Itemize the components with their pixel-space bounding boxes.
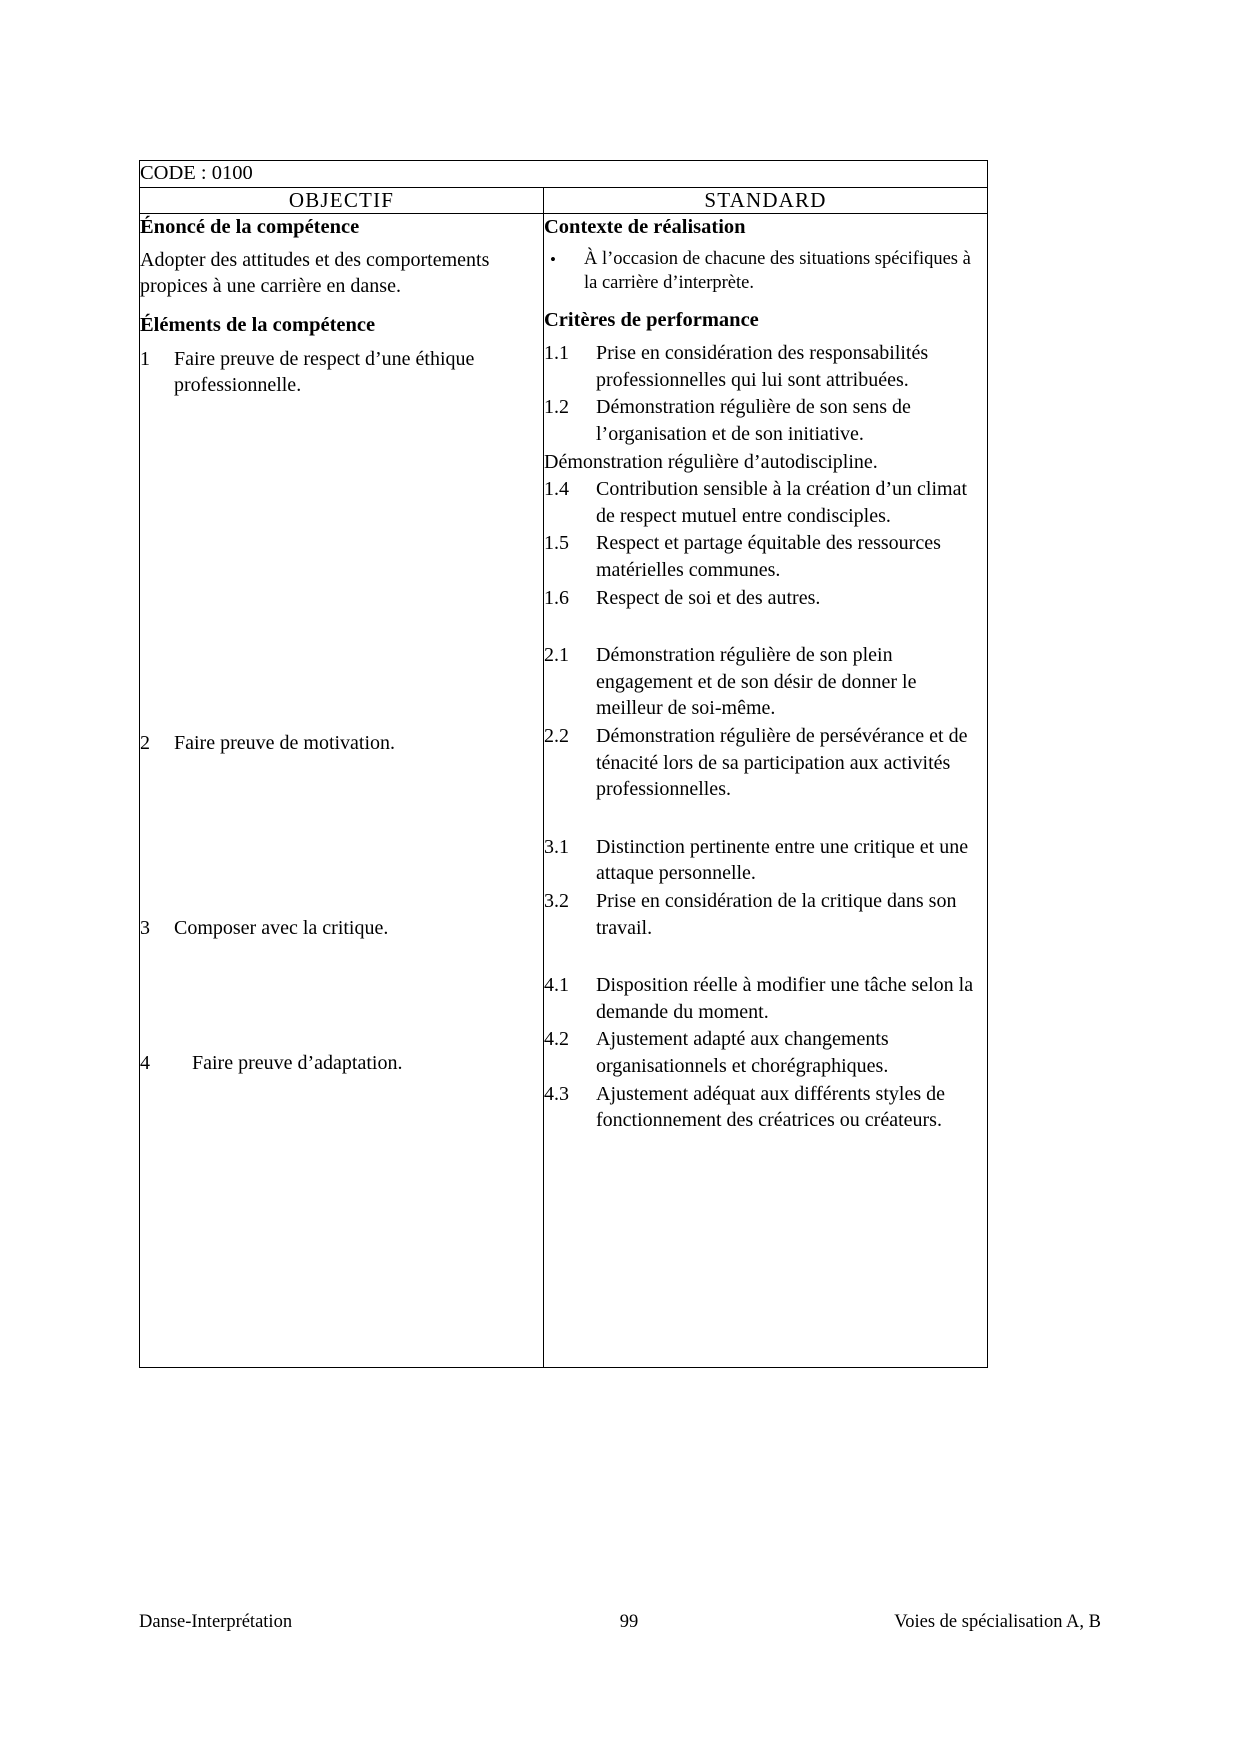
critere-number: 2.2	[544, 725, 569, 747]
element-text: Faire preuve de respect d’une éthique professionnelle.	[174, 347, 475, 397]
critere-number: 3.1	[544, 835, 569, 858]
list-item	[140, 346, 543, 399]
element-number: 2	[140, 731, 150, 754]
critere-number: 4.2	[544, 1028, 569, 1051]
column-header-standard: STANDARD	[544, 187, 988, 213]
table-row-content	[140, 213, 988, 1368]
critere-number: 3.2	[544, 889, 569, 912]
code-cell: CODE : 0100	[140, 161, 988, 188]
critere-number: 4.3	[544, 1082, 569, 1105]
element-text: Faire preuve d’adaptation.	[192, 1051, 403, 1074]
standard-cell	[544, 213, 988, 1368]
table-row-headers	[140, 187, 988, 213]
list-item	[544, 1026, 987, 1079]
element-number: 1	[140, 347, 150, 370]
element-number: 3	[140, 917, 150, 940]
list-item	[140, 730, 543, 757]
critere-text: Démonstration régulière de son sens de l’organisation et de son initiative.	[596, 396, 911, 446]
element-number: 4	[140, 1051, 150, 1074]
list-item	[544, 1081, 987, 1134]
list-item	[544, 972, 987, 1025]
critere-plain-line: Démonstration régulière d’autodiscipline.	[544, 450, 878, 473]
critere-text: Démonstration régulière de persévérance et de ténacité lors de sa participation aux activités professionnelles.	[596, 725, 968, 801]
critere-number: 1.4	[544, 478, 569, 501]
objectif-cell	[140, 213, 544, 1368]
list-item	[544, 247, 987, 297]
critere-number: 1.5	[544, 532, 569, 555]
competency-table	[139, 160, 988, 1368]
column-header-objectif: OBJECTIF	[140, 187, 544, 213]
critere-text: Respect de soi et des autres.	[596, 586, 821, 609]
critere-number: 1.2	[544, 396, 569, 419]
list-item	[544, 340, 987, 393]
list-item	[544, 834, 987, 887]
list-item	[544, 394, 987, 447]
page-footer	[139, 1612, 1119, 1633]
list-item	[544, 642, 987, 722]
enonce-text: Adopter des attitudes et des comportements propices à une carrière en danse.	[140, 248, 490, 298]
element-text: Faire preuve de motivation.	[174, 731, 396, 754]
criteres-heading: Critères de performance	[544, 309, 759, 332]
critere-text: Ajustement adéquat aux différents styles de fonctionnement des créatrices ou créateurs.	[596, 1082, 945, 1132]
table-row-code	[140, 161, 988, 188]
enonce-heading: Énoncé de la compétence	[140, 215, 360, 238]
footer-page-number: 99	[619, 1612, 639, 1632]
critere-text: Prise en considération des responsabilités professionnelles qui lui sont attribuées.	[596, 342, 929, 391]
critere-text: Contribution sensible à la création d’un climat de respect mutuel entre condisciples.	[596, 478, 968, 527]
list-item	[544, 723, 987, 803]
critere-number: 4.1	[544, 974, 569, 997]
critere-text: Distinction pertinente entre une critique et une attaque personnelle.	[596, 835, 969, 885]
element-text: Composer avec la critique.	[174, 917, 389, 940]
critere-number: 1.1	[544, 342, 569, 365]
list-item	[544, 888, 987, 941]
critere-number: 1.6	[544, 586, 569, 609]
bullet-icon: •	[550, 249, 556, 269]
critere-text: Prise en considération de la critique dans son travail.	[596, 889, 957, 939]
list-item	[140, 1050, 543, 1077]
contexte-bullet-text: À l’occasion de chacune des situations spécifiques à la carrière d’interprète.	[584, 248, 971, 294]
critere-text: Disposition réelle à modifier une tâche selon la demande du moment.	[596, 974, 974, 1023]
footer-right: Voies de spécialisation A, B	[894, 1612, 1101, 1632]
critere-text: Ajustement adapté aux changements organisationnels et chorégraphiques.	[596, 1028, 889, 1077]
elements-heading: Éléments de la compétence	[140, 314, 376, 337]
list-item	[544, 530, 987, 583]
critere-number: 2.1	[544, 644, 569, 667]
list-item	[140, 915, 543, 942]
list-item	[544, 585, 987, 612]
list-item	[544, 476, 987, 529]
critere-text: Démonstration régulière de son plein engagement et de son désir de donner le meilleur de soi-même.	[596, 644, 917, 720]
critere-text: Respect et partage équitable des ressources matérielles communes.	[596, 532, 941, 582]
contexte-heading: Contexte de réalisation	[544, 215, 746, 238]
footer-left: Danse-Interprétation	[139, 1612, 293, 1632]
